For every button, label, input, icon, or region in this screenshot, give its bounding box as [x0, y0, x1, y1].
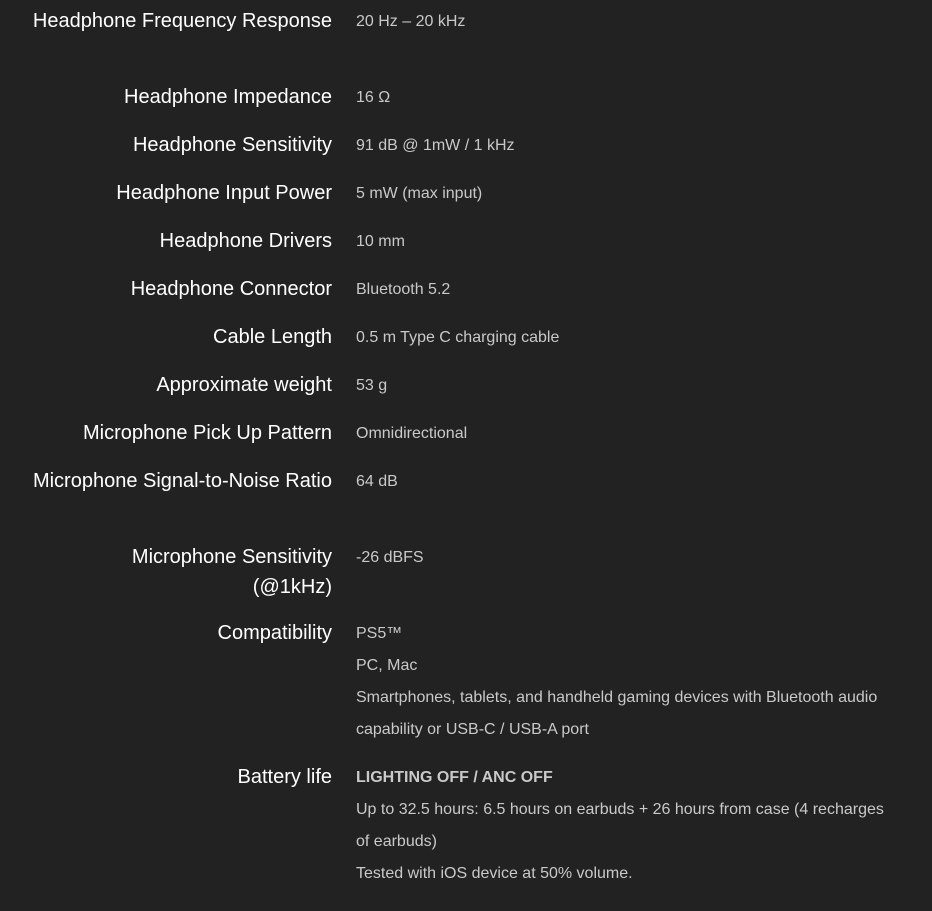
spec-value-line: -26 dBFS — [356, 549, 424, 566]
spec-value — [356, 418, 886, 450]
spec-value — [356, 542, 886, 574]
spec-label: Cable Length — [213, 326, 332, 348]
spec-value — [356, 618, 886, 746]
spec-value — [356, 82, 886, 114]
spec-label: Headphone Input Power — [116, 182, 332, 204]
spec-value — [356, 178, 886, 210]
spec-label: Headphone Sensitivity — [132, 134, 332, 156]
spec-value-line: 91 dB @ 1mW / 1 kHz — [356, 137, 515, 154]
spec-value — [356, 322, 886, 354]
spec-label: Microphone Pick Up Pattern — [82, 422, 332, 444]
spec-value — [356, 130, 886, 162]
spec-label: Headphone Drivers — [159, 230, 332, 252]
spec-label: Headphone Frequency Response — [32, 10, 332, 32]
spec-value — [356, 370, 886, 402]
spec-label: Approximate weight — [156, 374, 332, 396]
spec-value-line: 20 Hz – 20 kHz — [356, 13, 466, 30]
spec-value-heading: LIGHTING OFF / ANC OFF — [356, 769, 553, 786]
spec-value-line: 10 mm — [356, 233, 405, 250]
spec-label: Compatibility — [217, 622, 332, 644]
spec-value-line: PS5™ — [356, 625, 403, 642]
spec-value — [356, 226, 886, 258]
spec-value-line: 5 mW (max input) — [356, 185, 483, 202]
spec-value-line: 16 Ω — [356, 89, 391, 106]
spec-value — [356, 274, 886, 306]
spec-value-line: Omnidirectional — [356, 425, 468, 442]
spec-value-line: PC, Mac — [356, 657, 418, 674]
spec-label: Microphone Sensitivity (@1kHz) — [131, 546, 332, 598]
spec-label: Microphone Signal-to-Noise Ratio — [32, 470, 332, 492]
spec-label: Battery life — [237, 766, 332, 788]
spec-value — [356, 6, 886, 38]
spec-value-line: 0.5 m Type C charging cable — [356, 329, 560, 346]
spec-value-line: 64 dB — [356, 473, 398, 490]
spec-value — [356, 466, 886, 498]
spec-value-line: Tested with iOS device at 50% volume. — [356, 865, 633, 882]
spec-value-line: Bluetooth 5.2 — [356, 281, 451, 298]
spec-value-line: Up to 32.5 hours: 6.5 hours on earbuds + 26 hours from case (4 recharges of earbuds) — [356, 801, 884, 850]
spec-value-line: 53 g — [356, 377, 388, 394]
spec-label: Headphone Connector — [130, 278, 332, 300]
spec-value — [356, 762, 886, 890]
spec-label: Headphone Impedance — [124, 86, 332, 108]
spec-value-line: Smartphones, tablets, and handheld gaming devices with Bluetooth audio capability or USB-C / USB-A port — [356, 689, 878, 738]
